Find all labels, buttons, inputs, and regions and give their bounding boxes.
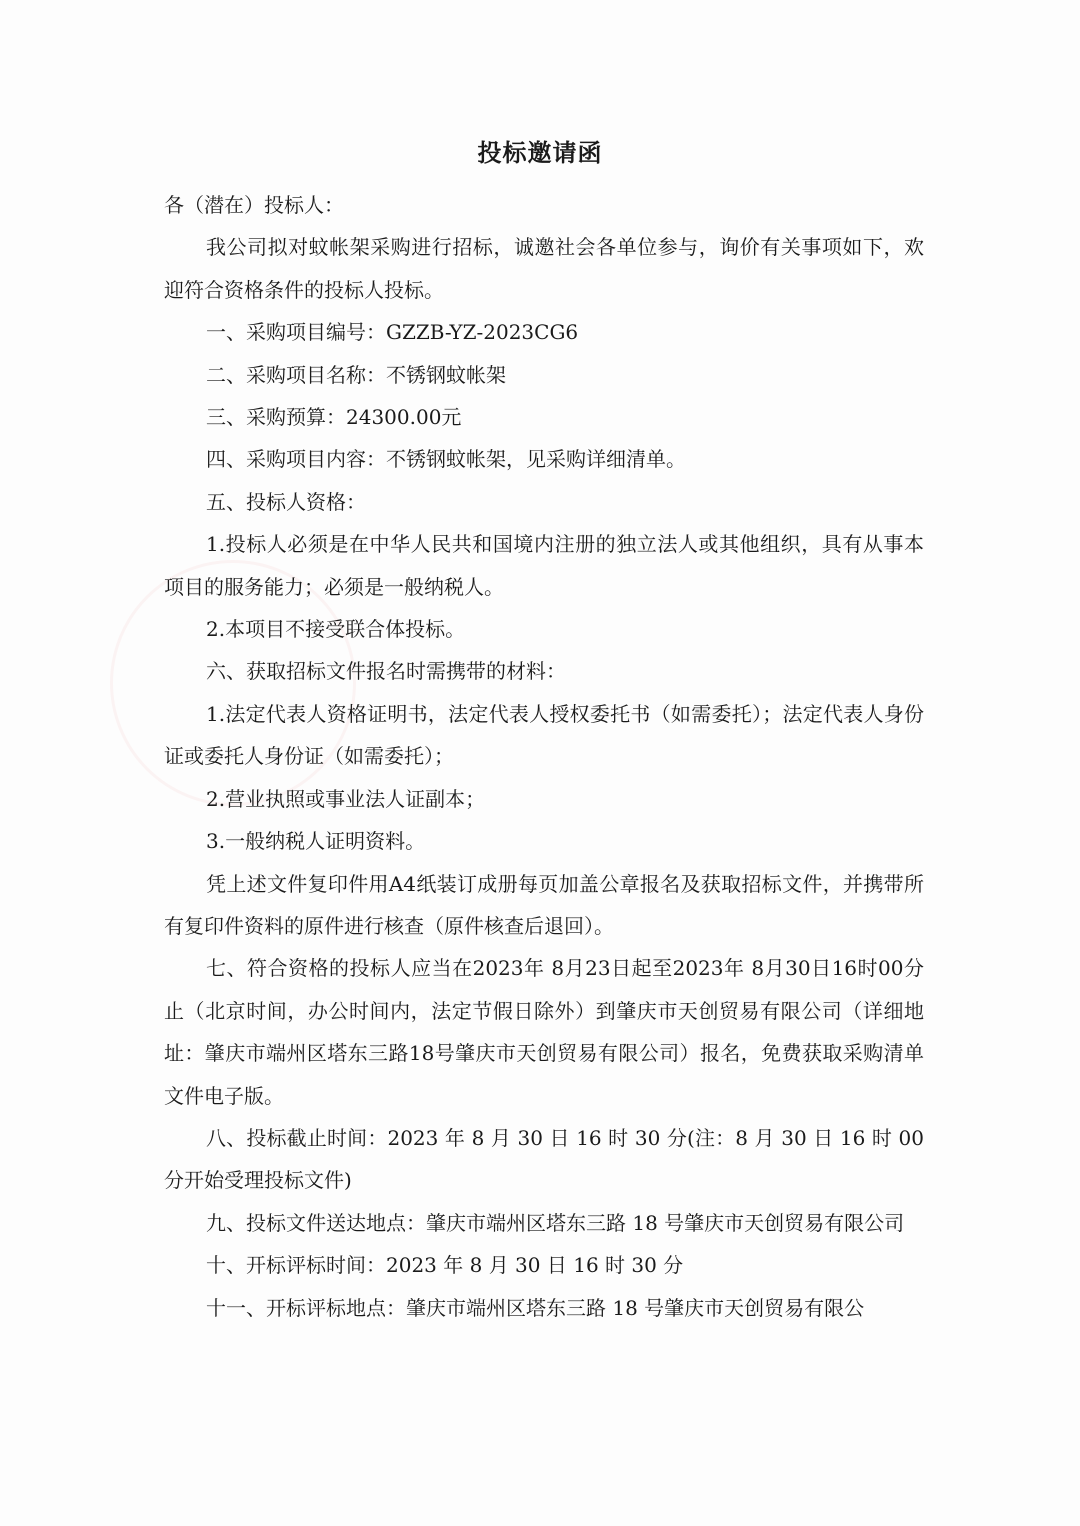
paragraph-project-content: 四、采购项目内容：不锈钢蚊帐架，见采购详细清单。 [206,447,686,472]
paragraph-materials-2: 2.营业执照或事业法人证副本； [206,786,486,811]
paragraph-materials-3: 3.一般纳税人证明资料。 [206,829,426,854]
paragraph-project-name: 二、采购项目名称：不锈钢蚊帐架 [206,362,506,387]
paragraph-qualification-2: 2.本项目不接受联合体投标。 [206,617,466,642]
paragraph-project-number: 一、采购项目编号：GZZB-YZ-2023CG6 [206,320,579,345]
paragraph-qualification-1: 1.投标人必须是在中华人民共和国境内注册的独立法人或其他组织，具有从事本项目的服务能力；必须是一般纳税人。 [164,532,924,599]
paragraph-materials-note: 凭上述文件复印件用A4纸装订成册每页加盖公章报名及获取招标文件，并携带所有复印件资料的原件进行核查（原件核查后退回）。 [164,871,924,938]
salutation: 各（潜在）投标人： [164,193,344,217]
paragraph-opening-location: 十一、开标评标地点：肇庆市端州区塔东三路 18 号肇庆市天创贸易有限公 [206,1295,865,1320]
paragraph-intro: 我公司拟对蚊帐架采购进行招标，诚邀社会各单位参与，询价有关事项如下，欢迎符合资格条件的投标人投标。 [164,235,924,302]
document-body [164,184,924,1329]
document-title: 投标邀请函 [477,138,603,167]
paragraph-opening-time: 十、开标评标时间：2023 年 8 月 30 日 16 时 30 分 [206,1253,684,1278]
paragraph-delivery-location: 九、投标文件送达地点：肇庆市端州区塔东三路 18 号肇庆市天创贸易有限公司 [206,1210,905,1235]
paragraph-materials-1: 1.法定代表人资格证明书，法定代表人授权委托书（如需委托）；法定代表人身份证或委托人身份证（如需委托）； [164,701,924,769]
paragraph-qualification-heading: 五、投标人资格： [206,489,366,514]
paragraph-budget: 三、采购预算：24300.00元 [206,405,462,430]
paragraph-registration: 七、符合资格的投标人应当在2023年 8月23日起至2023年 8月30日16时00分止（北京时间，办公时间内，法定节假日除外）到肇庆市天创贸易有限公司（详细地址：肇庆市端州区塔东三路18号肇庆市天创贸易有限公司）报名，免费获取采购清单文件电子版。 [164,956,924,1108]
paragraph-materials-heading: 六、获取招标文件报名时需携带的材料： [206,659,566,684]
paragraph-deadline: 八、投标截止时间：2023 年 8 月 30 日 16 时 30 分(注：8 月 30 日 16 时 00 分开始受理投标文件) [164,1125,924,1193]
